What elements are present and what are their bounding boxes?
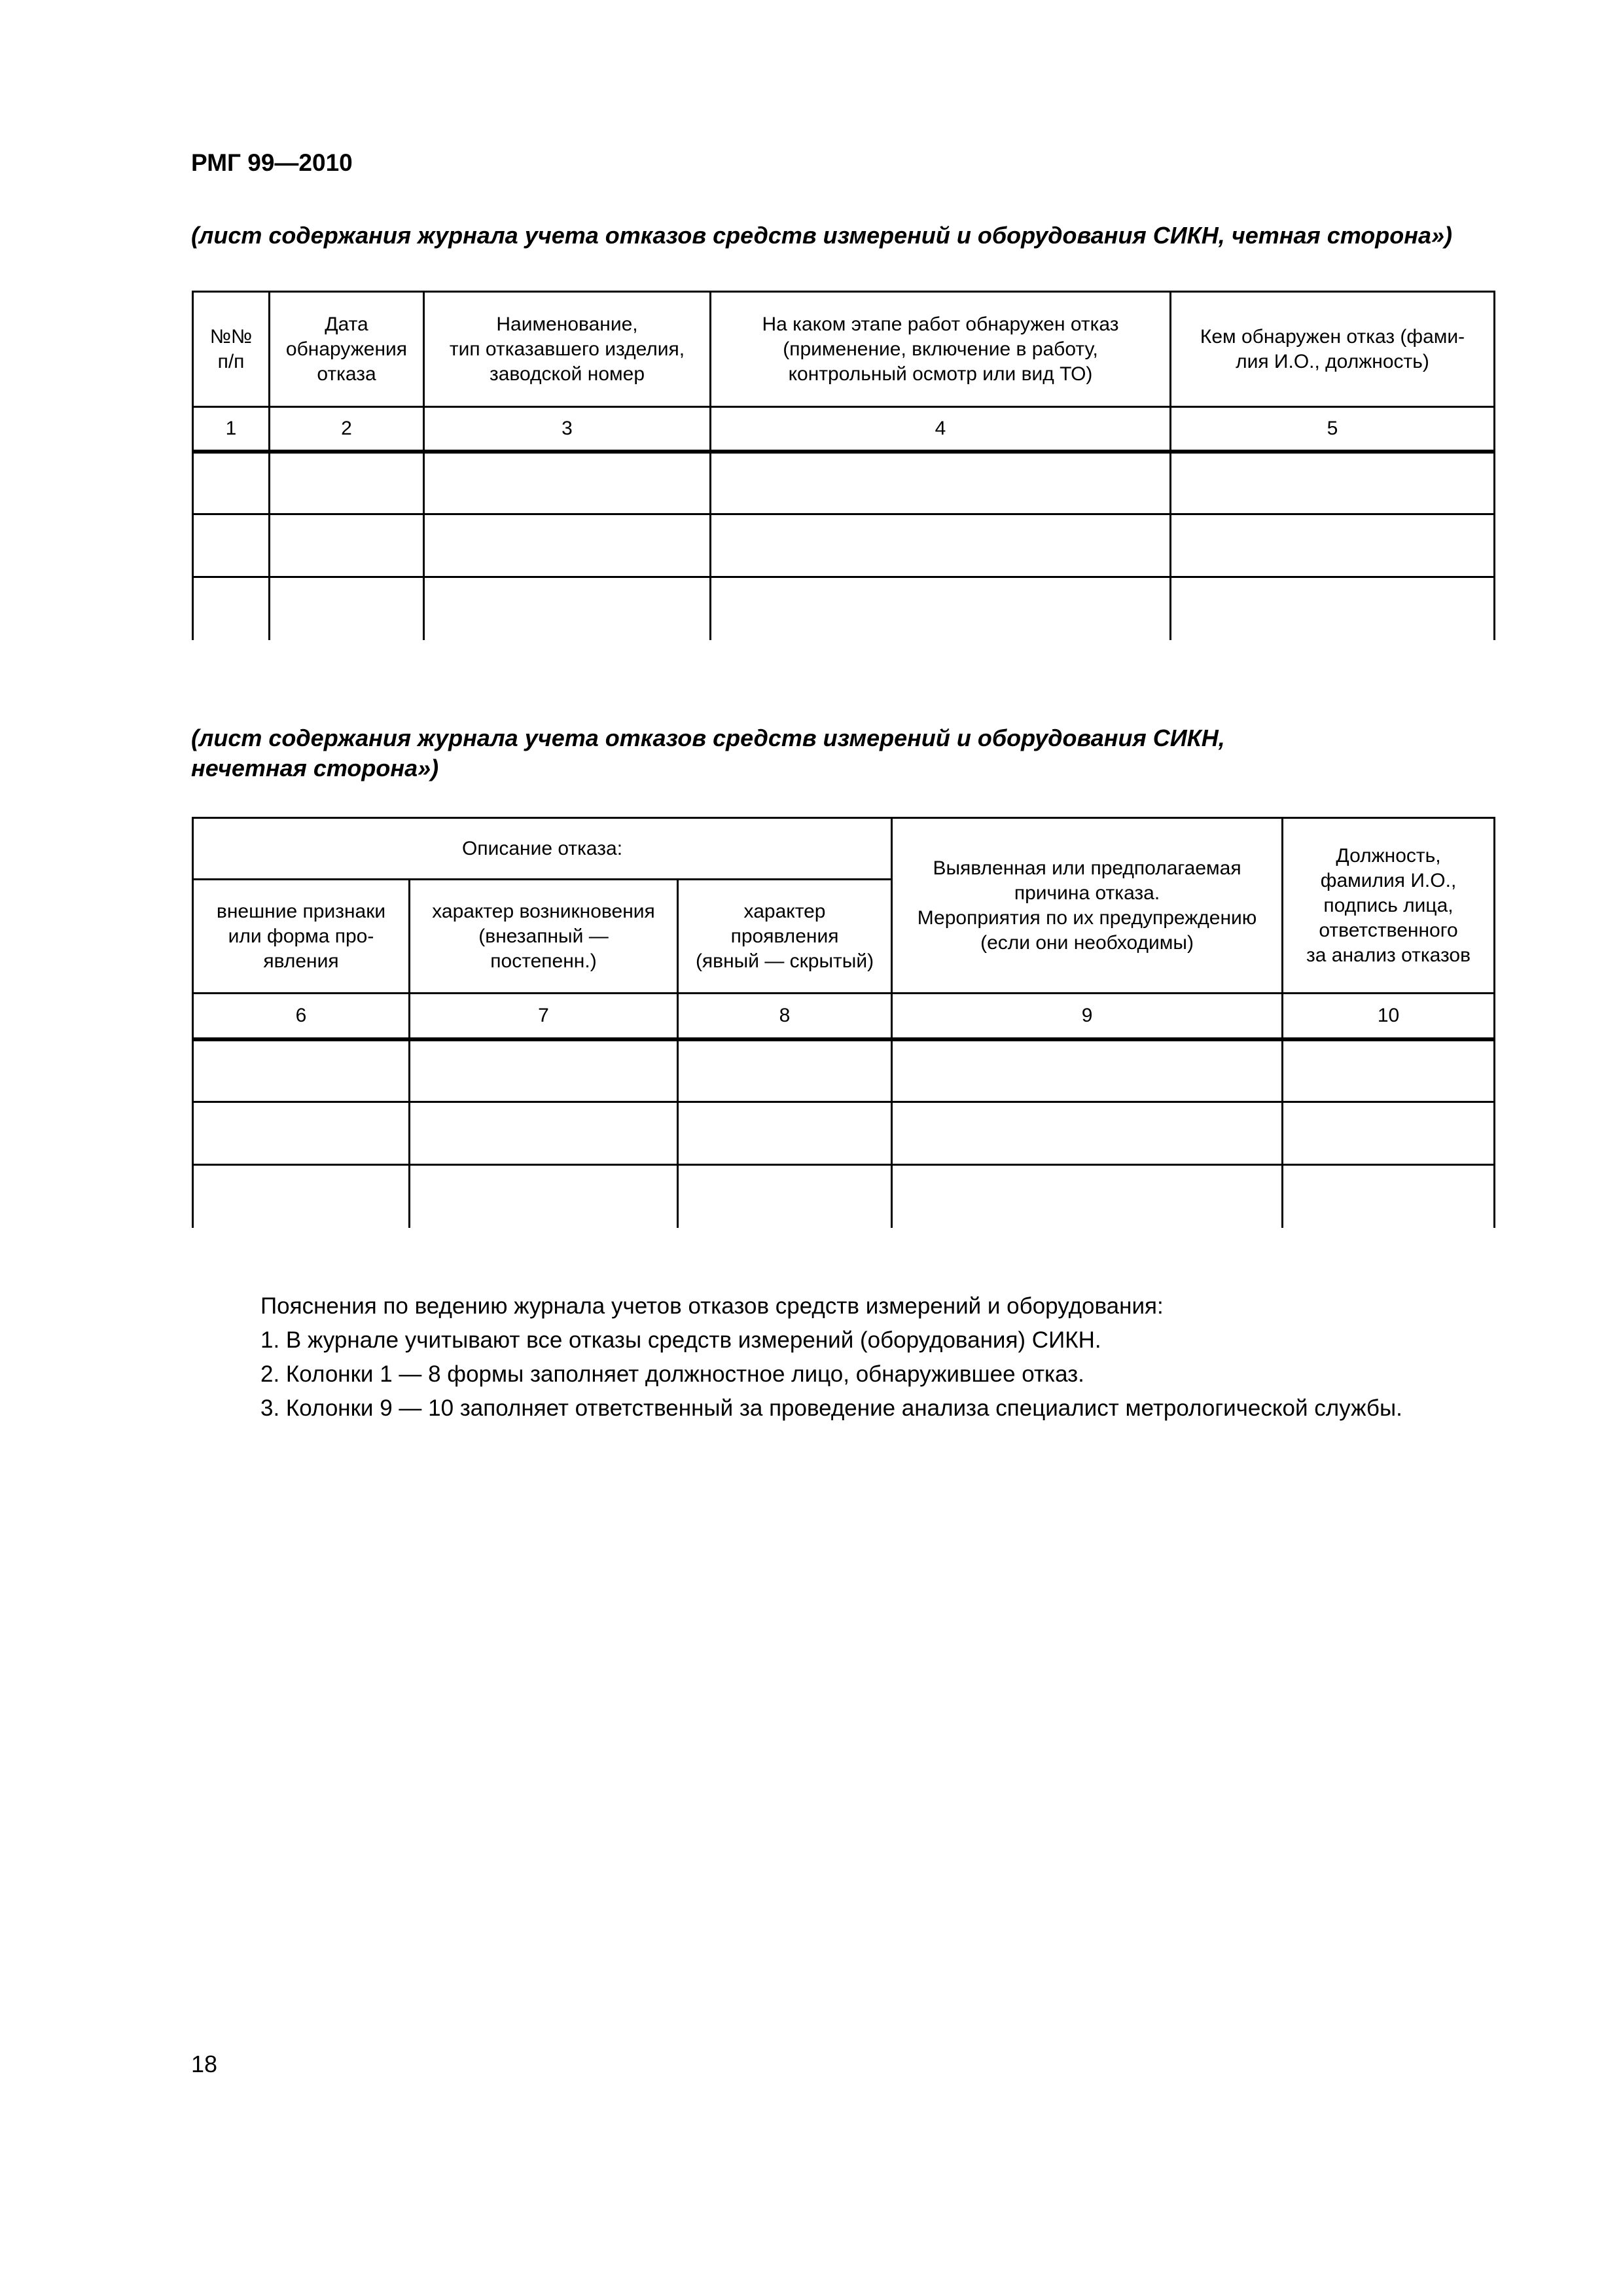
table2-col7-header: характер возникновения (внезапный — постепенн.) bbox=[410, 880, 678, 994]
blank-cell[interactable] bbox=[678, 1102, 892, 1165]
table2-col7-number: 7 bbox=[410, 994, 678, 1039]
blank-cell[interactable] bbox=[424, 452, 711, 514]
blank-cell[interactable] bbox=[1171, 514, 1495, 577]
table2-number-row bbox=[193, 994, 1495, 1039]
blank-cell[interactable] bbox=[193, 1165, 410, 1228]
blank-cell[interactable] bbox=[892, 1102, 1283, 1165]
blank-cell[interactable] bbox=[410, 1102, 678, 1165]
document-code: РМГ 99—2010 bbox=[191, 149, 353, 176]
blank-cell[interactable] bbox=[1283, 1165, 1495, 1228]
blank-cell[interactable] bbox=[892, 1165, 1283, 1228]
blank-cell[interactable] bbox=[1171, 452, 1495, 514]
note-item: 1. В журнале учитывают все отказы средств измерений (оборудования) СИКН. bbox=[260, 1327, 1101, 1353]
blank-cell[interactable] bbox=[711, 452, 1171, 514]
blank-cell[interactable] bbox=[193, 452, 270, 514]
table1-blank-row bbox=[193, 514, 1495, 577]
table2-col6-header: внешние признаки или форма про- явления bbox=[193, 880, 410, 994]
table1-col3-number: 3 bbox=[424, 407, 711, 452]
note-item: 2. Колонки 1 — 8 формы заполняет должностное лицо, обнаружившее отказ. bbox=[260, 1361, 1084, 1387]
table2-blank-row bbox=[193, 1165, 1495, 1228]
blank-cell[interactable] bbox=[270, 452, 424, 514]
table1-col2-number: 2 bbox=[270, 407, 424, 452]
blank-cell[interactable] bbox=[892, 1039, 1283, 1102]
table1-col4-header: На каком этапе работ обнаружен отказ (применение, включение в работу, контрольный осмотр или вид ТО) bbox=[711, 292, 1171, 407]
table1-number-row bbox=[193, 407, 1495, 452]
blank-cell[interactable] bbox=[1283, 1102, 1495, 1165]
blank-cell[interactable] bbox=[424, 514, 711, 577]
table1-blank-row bbox=[193, 452, 1495, 514]
blank-cell[interactable] bbox=[410, 1165, 678, 1228]
blank-cell[interactable] bbox=[1283, 1039, 1495, 1102]
blank-cell[interactable] bbox=[410, 1039, 678, 1102]
table1-col5-header: Кем обнаружен отказ (фами- лия И.О., должность) bbox=[1171, 292, 1495, 407]
table1-col3-header: Наименование, тип отказавшего изделия, заводской номер bbox=[424, 292, 711, 407]
blank-cell[interactable] bbox=[1171, 577, 1495, 640]
blank-cell[interactable] bbox=[678, 1039, 892, 1102]
blank-cell[interactable] bbox=[711, 577, 1171, 640]
table2-col8-number: 8 bbox=[678, 994, 892, 1039]
blank-cell[interactable] bbox=[270, 577, 424, 640]
table1-col2-header: Дата обнаружения отказа bbox=[270, 292, 424, 407]
table1-header-row bbox=[193, 292, 1495, 407]
table2-col8-header: характер проявления (явный — скрытый) bbox=[678, 880, 892, 994]
even-side-form-table bbox=[192, 291, 1495, 640]
blank-cell[interactable] bbox=[193, 577, 270, 640]
notes-title: Пояснения по ведению журнала учетов отказов средств измерений и оборудования: bbox=[260, 1293, 1164, 1319]
blank-cell[interactable] bbox=[424, 577, 711, 640]
table2-caption: (лист содержания журнала учета отказов средств измерений и оборудования СИКН, нечетная сторона») bbox=[191, 725, 1225, 781]
table2-col9-header: Выявленная или предполагаемая причина отказа. Мероприятия по их предупреждению (если они необходимы) bbox=[892, 818, 1283, 994]
table2-group-header-row bbox=[193, 818, 1495, 880]
table1-caption: (лист содержания журнала учета отказов средств измерений и оборудования СИКН, четная сторона») bbox=[191, 222, 1453, 249]
table1-col1-number: 1 bbox=[193, 407, 270, 452]
explanatory-notes bbox=[260, 1289, 1402, 1426]
page-number: 18 bbox=[191, 2051, 218, 2077]
table1-col5-number: 5 bbox=[1171, 407, 1495, 452]
odd-side-form-table bbox=[192, 817, 1495, 1228]
table2-group-header: Описание отказа: bbox=[193, 818, 892, 880]
table1-col1-header: №№ п/п bbox=[193, 292, 270, 407]
blank-cell[interactable] bbox=[270, 514, 424, 577]
blank-cell[interactable] bbox=[193, 1039, 410, 1102]
table2-col10-header: Должность, фамилия И.О., подпись лица, ответственного за анализ отказов bbox=[1283, 818, 1495, 994]
table2-blank-row bbox=[193, 1039, 1495, 1102]
table2-col9-number: 9 bbox=[892, 994, 1283, 1039]
table1-col4-number: 4 bbox=[711, 407, 1171, 452]
blank-cell[interactable] bbox=[193, 514, 270, 577]
table1-blank-row bbox=[193, 577, 1495, 640]
blank-cell[interactable] bbox=[711, 514, 1171, 577]
table2-col6-number: 6 bbox=[193, 994, 410, 1039]
table2-blank-row bbox=[193, 1102, 1495, 1165]
note-item: 3. Колонки 9 — 10 заполняет ответственный за проведение анализа специалист метрологической службы. bbox=[260, 1395, 1402, 1421]
table2-col10-number: 10 bbox=[1283, 994, 1495, 1039]
blank-cell[interactable] bbox=[193, 1102, 410, 1165]
blank-cell[interactable] bbox=[678, 1165, 892, 1228]
